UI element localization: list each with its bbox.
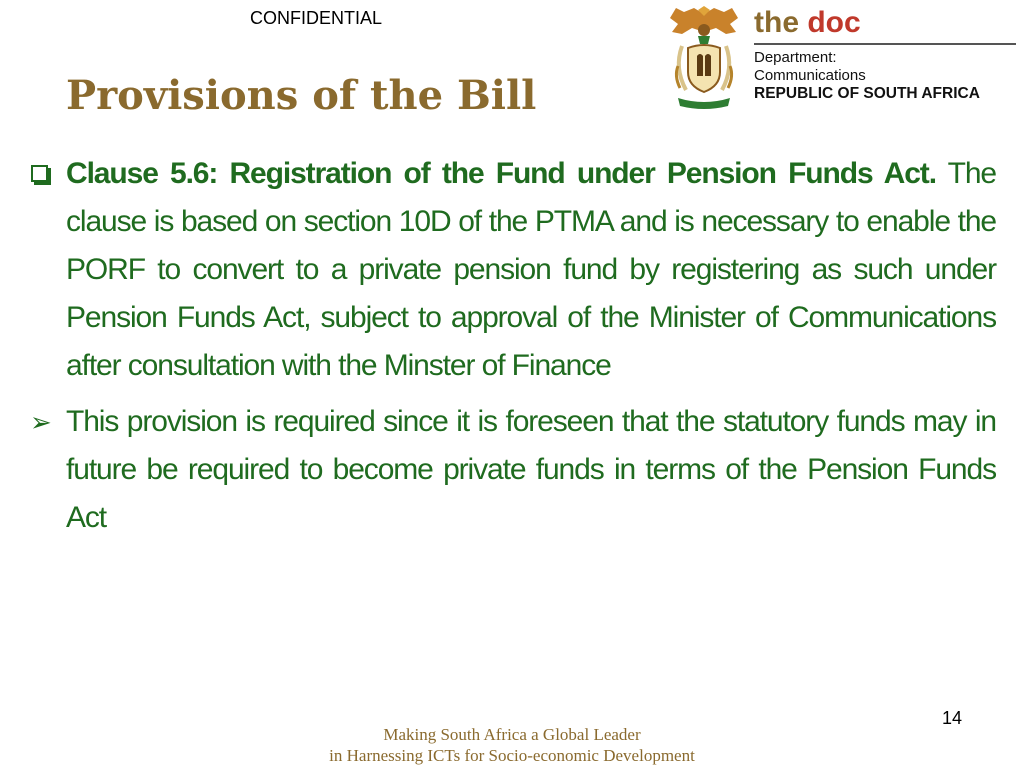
confidential-label: CONFIDENTIAL [250,8,383,28]
dept-line-2: Communications [754,67,866,84]
slide-body [28,150,996,542]
dept-line-3: REPUBLIC OF SOUTH AFRICA [754,85,980,102]
clause-text: The clause is based on section 10D of the PTMA and is necessary to enable the PORF to convert to a private pension fund by registering as such under Pension Funds Act, subject to approval of the Minister of Communications after consultation with the Minster of Finance [66,157,996,382]
brand-doc: doc [807,6,861,39]
department-name [754,49,980,103]
brand-the: the [754,6,808,39]
arrowhead-bullet-icon: ➢ [30,408,51,438]
bullet-item-provision [28,398,996,542]
clause-heading: Clause 5.6: Registration of the Fund under Pension Funds Act. [66,157,936,190]
page-number: 14 [942,708,963,728]
dept-line-1: Department: [754,49,837,66]
provision-text: This provision is required since it is foreseen that the statutory funds may in future be required to become private funds in terms of the Pension Funds Act [66,405,996,534]
footer-line-1: Making South Africa a Global Leader [383,725,641,744]
slide-title: Provisions of the Bill [66,72,537,119]
department-logo [664,6,1020,112]
footer-tagline [262,724,762,766]
brand-wordmark [754,6,861,40]
logo-divider [754,43,1016,45]
coat-of-arms-icon [664,6,744,112]
hollow-square-bullet-icon [28,150,60,198]
footer-line-2: in Harnessing ICTs for Socio-economic Development [329,746,695,765]
bullet-item-clause [28,150,996,390]
